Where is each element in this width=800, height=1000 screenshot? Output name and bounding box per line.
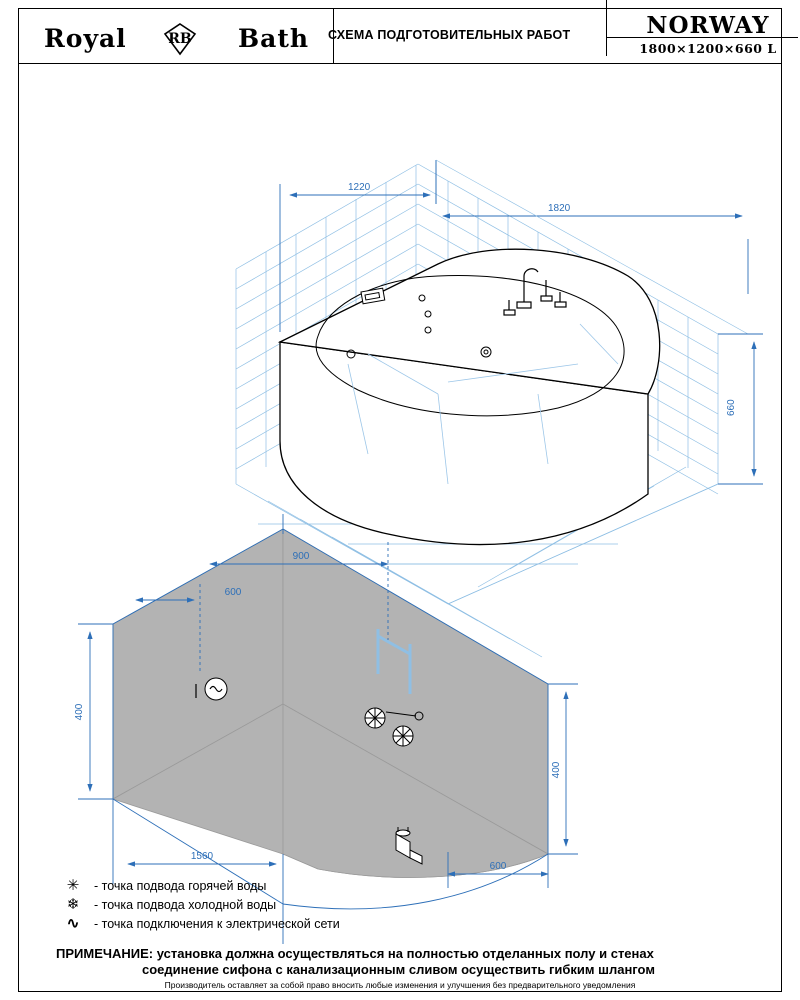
dimension-1220-label: 1220 [348, 182, 371, 193]
brand-logo [38, 16, 308, 60]
legend-label-hot: - точка подвода горячей воды [94, 879, 267, 893]
model-rule [606, 37, 798, 38]
header-divider-2 [606, 0, 607, 56]
hot-water-point [393, 726, 413, 746]
installation-note [56, 946, 756, 978]
bathtub-3d [280, 249, 660, 544]
dimension-900-label: 900 [292, 551, 310, 562]
scheme-title: СХЕМА ПОДГОТОВИТЕЛЬНЫХ РАБОТ [328, 28, 571, 42]
technical-drawing [18, 64, 782, 872]
dimension-600-right-label: 600 [489, 861, 507, 872]
dimension-1820-label: 1820 [548, 203, 571, 214]
cold-water-point [365, 708, 385, 728]
hot-water-icon: ✳ [66, 877, 80, 894]
brand-word-bath: Bath [238, 24, 310, 53]
legend [60, 878, 760, 935]
legend-label-electric: - точка подключения к электрической сети [94, 917, 340, 931]
legend-item-electric [60, 916, 760, 935]
dimension-660 [718, 334, 763, 484]
dimension-400-right-label: 400 [551, 761, 562, 779]
disclaimer: Производитель оставляет за собой право вносить любые изменения и улучшения без предварительного уведомления [164, 980, 636, 990]
electric-icon: ∿ [66, 915, 80, 932]
svg-text:RB: RB [168, 31, 192, 47]
title-block [18, 8, 782, 64]
dimension-600-left-label: 600 [224, 587, 242, 598]
note-line-1: ПРИМЕЧАНИЕ: установка должна осуществляться на полностью отделанных полу и стенах [56, 946, 654, 961]
rb-diamond-icon [163, 22, 197, 56]
model-dimensions: 1800×1200×660 L [639, 41, 777, 56]
legend-item-hot [60, 878, 760, 897]
dimension-1560-label: 1560 [190, 851, 214, 862]
legend-label-cold: - точка подвода холодной воды [94, 898, 277, 912]
cold-water-icon: ❄ [66, 896, 80, 913]
model-block [618, 12, 798, 56]
dimension-660-label: 660 [726, 399, 737, 416]
brand-word-royal: Royal [44, 24, 127, 53]
model-name: NORWAY [646, 12, 770, 39]
legend-item-cold [60, 897, 760, 916]
note-line-2: соединение сифона с канализационным сливом осуществить гибким шлангом [142, 962, 655, 977]
dimension-400-left-label: 400 [74, 703, 85, 721]
